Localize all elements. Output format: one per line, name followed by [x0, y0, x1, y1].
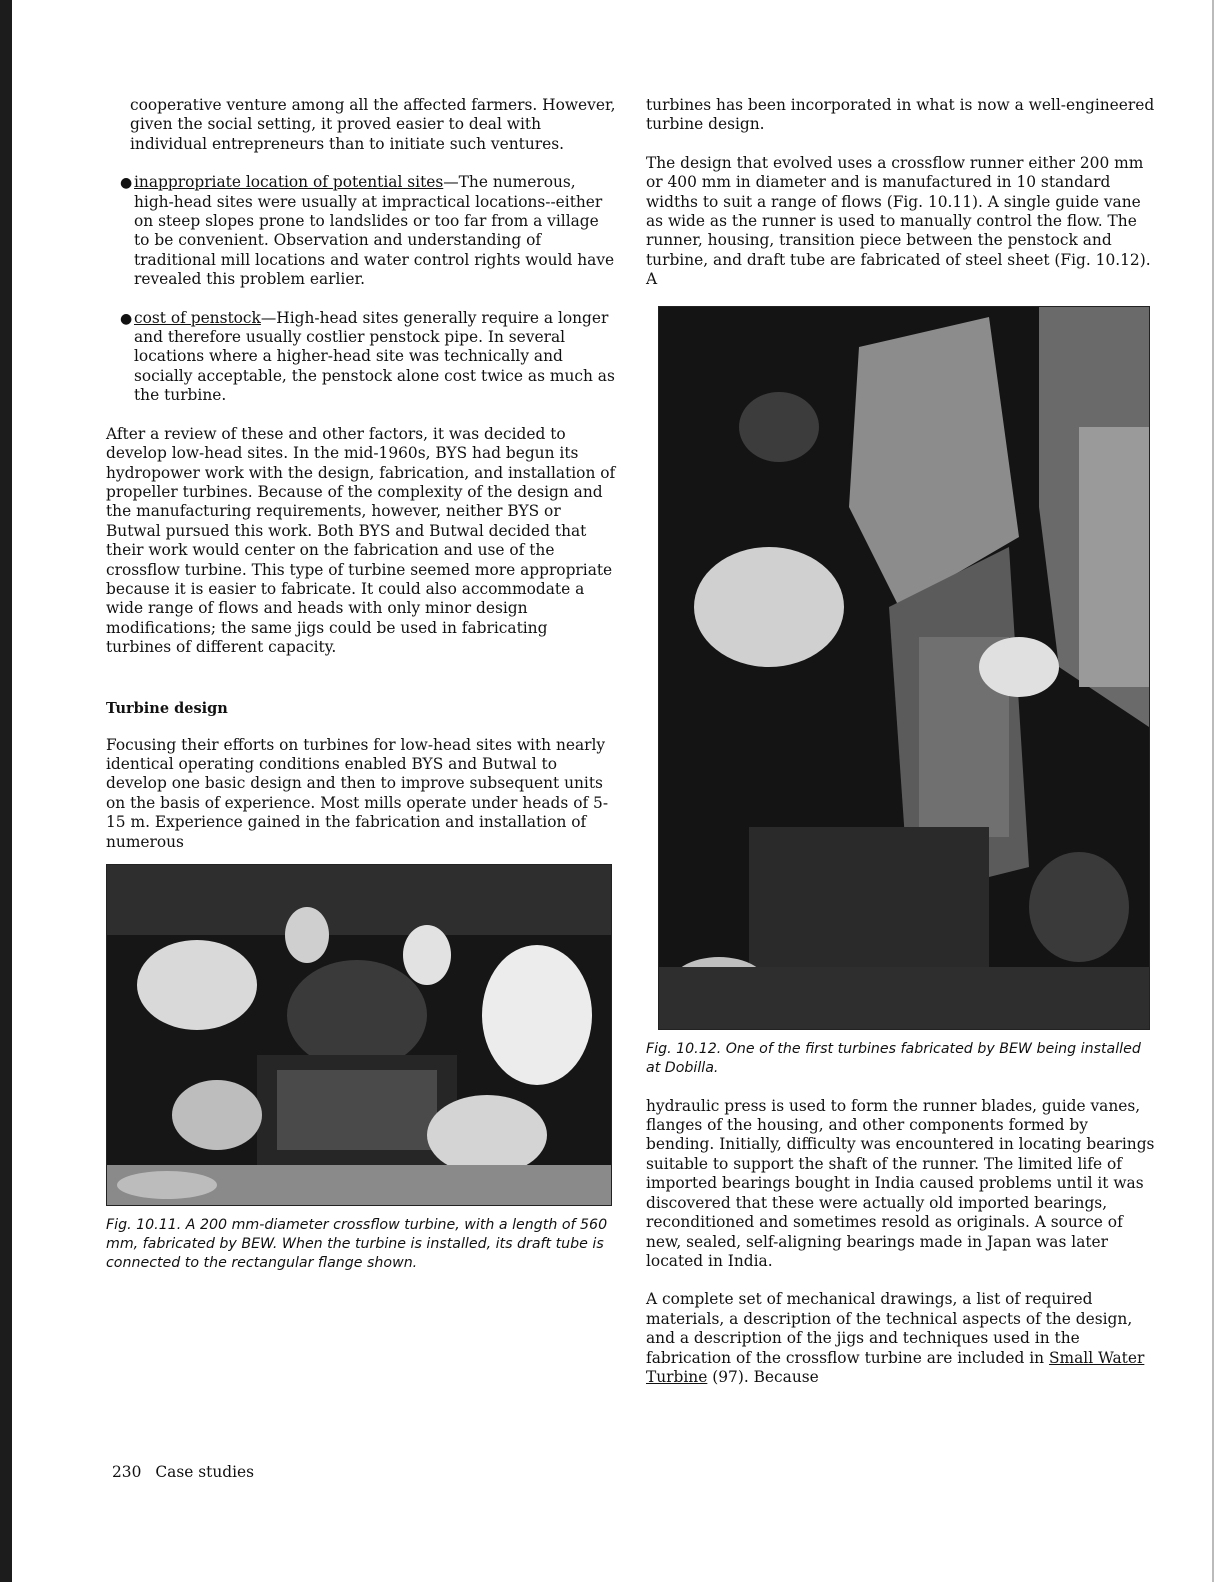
scan-edge-left [0, 0, 12, 1582]
figure-10-12-photo [658, 306, 1150, 1030]
bullet-location-text: —The numerous, high-head sites were usually at impractical locations--either on steep slopes prone to landslides or too far from a village to be convenient. Observation and understanding of traditional mill locations and water control rights would have revealed this problem earlier. [134, 173, 615, 289]
right-column [646, 96, 1156, 1387]
small-water-turbine-reference: Small Water Turbine [646, 1348, 1145, 1386]
figure-10-11-photo [106, 864, 612, 1206]
bullet-penstock-term: cost of penstock [134, 308, 261, 327]
drawings-paragraph [646, 1290, 1156, 1387]
design-evolved-paragraph: The design that evolved uses a crossflow runner either 200 mm or 400 mm in diameter and is manufactured in 10 standard widths to suit a range of flows (Fig. 10.11). A single guide vane as wide as the runner is used to manually control the flow. The runner, housing, transition piece between the penstock and turbine, and draft tube are fabricated of steel sheet (Fig. 10.12). A [646, 153, 1151, 289]
continuation-paragraph: turbines has been incorporated in what is now a well-engineered turbine design. [646, 96, 1155, 134]
drawings-text-after: (97). Because [707, 1367, 819, 1386]
figure-10-11-caption: Fig. 10.11. A 200 mm-diameter crossflow turbine, with a length of 560 mm, fabricated by BEW. When the turbine is installed, its draft tube is connected to the rectangular flange shown. [106, 1217, 608, 1271]
left-column [106, 96, 616, 1273]
figure-10-12-caption: Fig. 10.12. One of the first turbines fabricated by BEW being installed at Dobilla. [646, 1040, 1141, 1076]
page-number: 230 [112, 1463, 142, 1481]
bullet-dot: ● [120, 310, 133, 327]
design-paragraph: Focusing their efforts on turbines for low-head sites with nearly identical operating conditions enabled BYS and Butwal to develop one basic design and then to improve subsequent units on the basis of experience. Most mills operate under heads of 5-15 m. Experience gained in the fabrication and installation of numerous [106, 735, 609, 851]
bullet-location-term: inappropriate location of potential sites [134, 173, 444, 192]
bullet-dot: ● [120, 175, 133, 192]
turbine-workers-photo [107, 865, 611, 1205]
turbine-installation-photo [659, 307, 1149, 1029]
section-heading: Turbine design [106, 699, 228, 717]
footer-section-title: Case studies [155, 1463, 255, 1481]
page-footer [112, 1463, 254, 1481]
press-paragraph: hydraulic press is used to form the runner blades, guide vanes, flanges of the housing, and other components formed by bending. Initially, difficulty was encountered in locating bearings suitable to support the shaft of the runner. The limited life of imported bearings bought in India caused problems until it was discovered that these were actually old imported bearings, reconditioned and sometimes resold as originals. A source of new, sealed, self-aligning bearings made in Japan was later located in India. [646, 1096, 1155, 1270]
bullet-location [106, 173, 616, 289]
review-paragraph: After a review of these and other factors, it was decided to develop low-head sites. In the mid-1960s, BYS had begun its hydropower work with the design, fabrication, and installation of propeller turbines. Because of the complexity of the design and the manufacturing requirements, however, neither BYS or Butwal pursued this work. Both BYS and Butwal decided that their work would center on the fabrication and use of the crossflow turbine. This type of turbine seemed more appropriate because it is easier to fabricate. It could also accommodate a wide range of flows and heads with only minor design modifications; the same jigs could be used in fabricating turbines of different capacity. [106, 424, 616, 657]
bullet-penstock-text: —High-head sites generally require a longer and therefore usually costlier penstock pipe. In several locations where a higher-head site was technically and socially acceptable, the penstock alone cost twice as much as the turbine. [134, 308, 615, 405]
intro-paragraph: cooperative venture among all the affected farmers. However, given the social setting, it proved easier to deal with individual entrepreneurs than to initiate such ventures. [130, 96, 616, 153]
bullet-penstock [106, 309, 616, 406]
drawings-text-before: A complete set of mechanical drawings, a list of required materials, a description of the technical aspects of the design, and a description of the jigs and techniques used in the fabrication of the crossflow turbine are included in [646, 1290, 1133, 1367]
